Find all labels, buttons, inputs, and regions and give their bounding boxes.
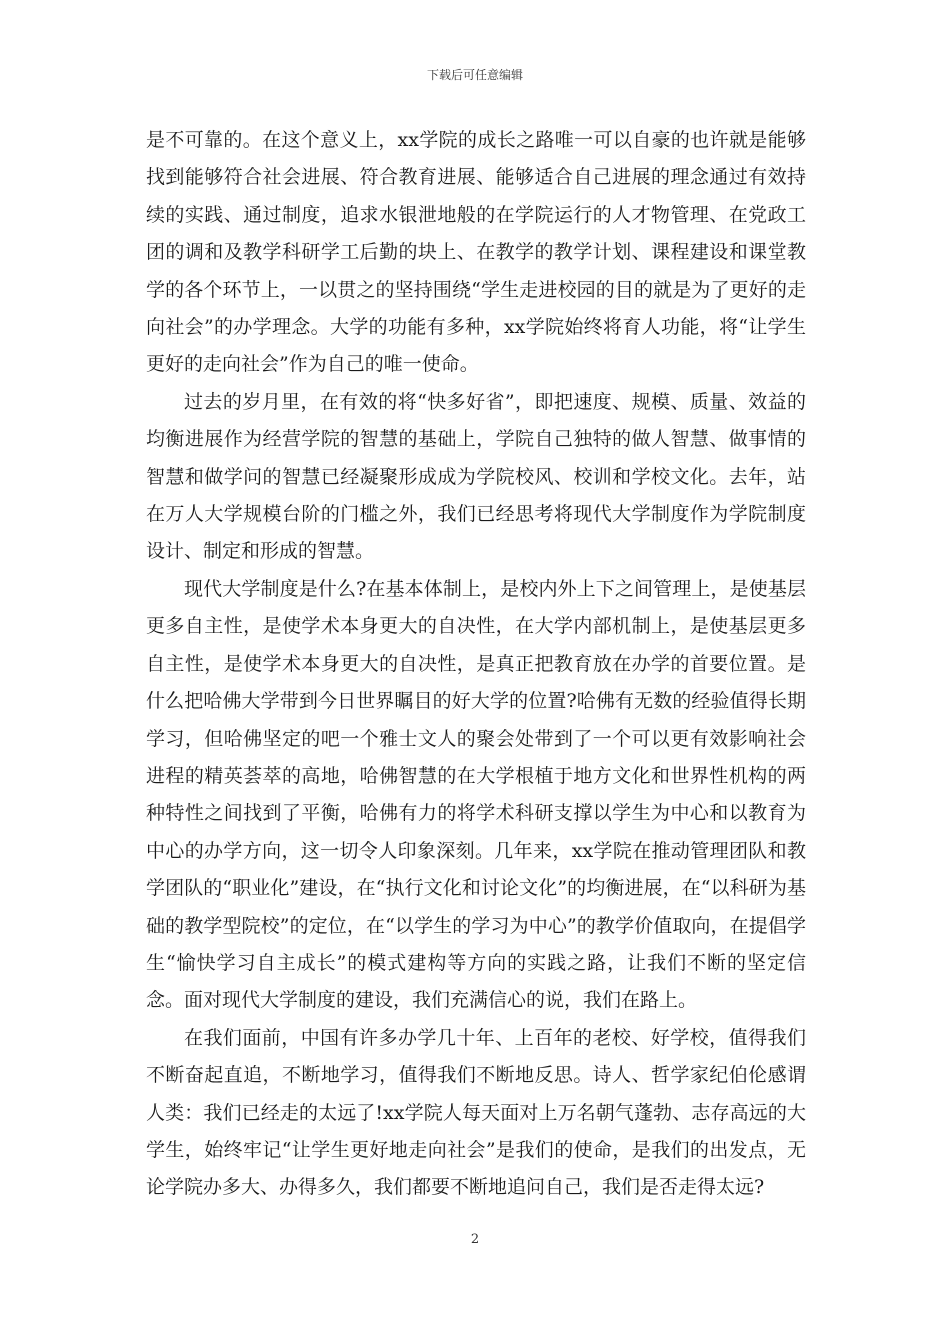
document-body [146,122,806,1207]
paragraph-1: 是不可靠的。在这个意义上，xx学院的成长之路唯一可以自豪的也许就是能够找到能够符合社会进展、符合教育进展、能够适合自己进展的理念通过有效持续的实践、通过制度，追求水银泄地般的在学院运行的人才物管理、在党政工团的调和及教学科研学工后勤的块上、在教学的教学计划、课程建设和课堂教学的各个环节上，一以贯之的坚持围绕“学生走进校园的目的就是为了更好的走向社会”的办学理念。大学的功能有多种，xx学院始终将育人功能，将“让学生更好的走向社会”作为自己的唯一使命。 [146,129,806,376]
paragraph-3: 现代大学制度是什么?在基本体制上，是校内外上下之间管理上，是使基层更多自主性，是使学术本身更大的自决性，在大学内部机制上，是使基层更多自主性，是使学术本身更大的自决性，是真正把教育放在办学的首要位置。是什么把哈佛大学带到今日世界瞩目的好大学的位置?哈佛有无数的经验值得长期学习，但哈佛坚定的吧一个雅士文人的聚会处带到了一个可以更有效影响社会进程的精英荟萃的高地，哈佛智慧的在大学根植于地方文化和世界性机构的两种特性之间找到了平衡，哈佛有力的将学术科研支撑以学生为中心和以教育为中心的办学方向，这一切令人印象深刻。几年来，xx学院在推动管理团队和教学团队的“职业化”建设，在“执行文化和讨论文化”的均衡进展，在“以科研为基础的教学型院校”的定位，在“以学生的学习为中心”的教学价值取向，在提倡学生“愉快学习自主成长”的模式建构等方向的实践之路，让我们不断的坚定信念。面对现代大学制度的建设，我们充满信心的说，我们在路上。 [146,577,806,1012]
paragraph-2: 过去的岁月里，在有效的将“快多好省”，即把速度、规模、质量、效益的均衡进展作为经营学院的智慧的基础上，学院自己独特的做人智慧、做事情的智慧和做学问的智慧已经凝聚形成成为学院校风、校训和学校文化。去年，站在万人大学规模台阶的门槛之外，我们已经思考将现代大学制度作为学院制度设计、制定和形成的智慧。 [146,390,806,563]
page-header: 下载后可任意编辑 [426,68,523,82]
paragraph-4: 在我们面前，中国有许多办学几十年、上百年的老校、好学校，值得我们不断奋起直追，不断地学习，值得我们不断地反思。诗人、哲学家纪伯伦感谓人类：我们已经走的太远了!xx学院人每天面对上万名朝气蓬勃、志存高远的大学生，始终牢记“让学生更好地走向社会”是我们的使命，是我们的出发点，无论学院办多大、办得多久，我们都要不断地追问自己，我们是否走得太远? [146,1026,806,1199]
page-number: 2 [470,1232,480,1247]
